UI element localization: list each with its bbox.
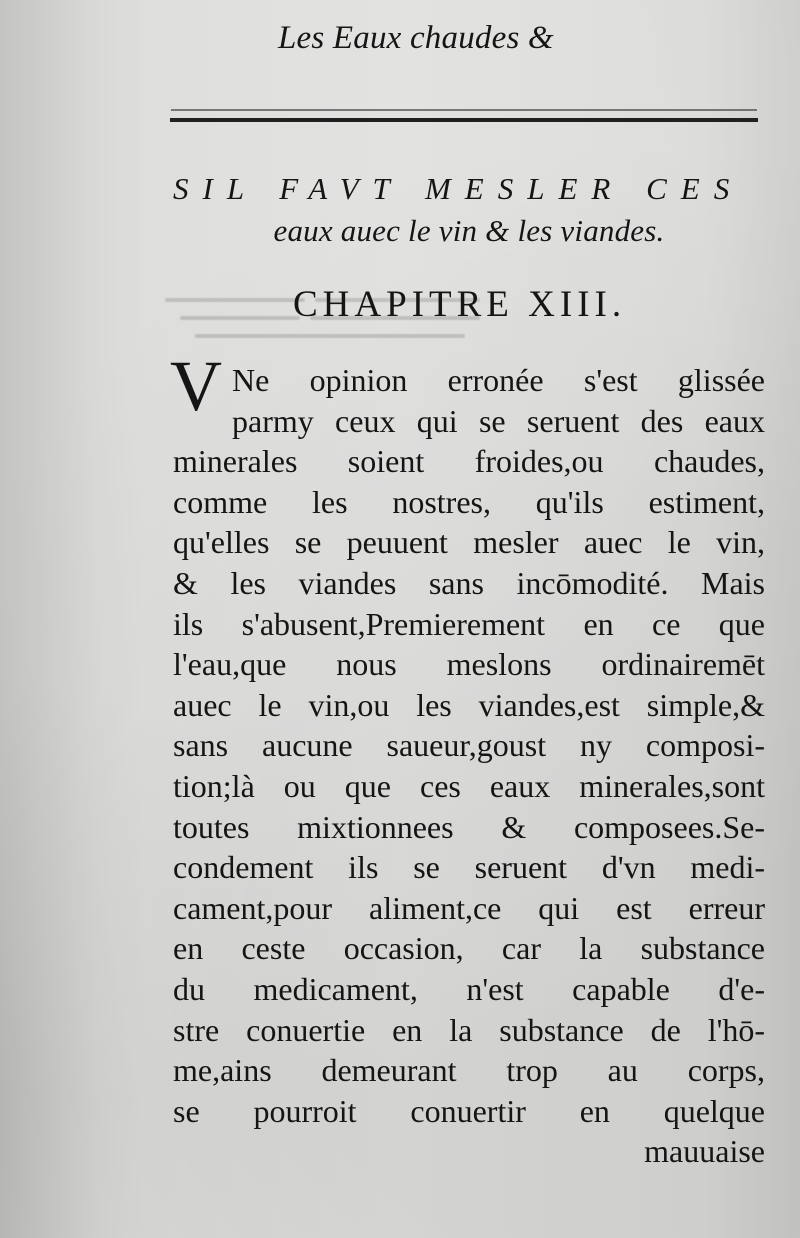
text-line: toutes mixtionnees & composees.Se-: [173, 808, 765, 845]
text-line: ils s'abusent,Premierement en ce que: [173, 605, 765, 642]
text-line: en ceste occasion, car la substance: [173, 930, 765, 967]
text-line: qu'elles se peuuent mesler auec le vin,: [173, 524, 765, 561]
body-text: [170, 346, 765, 1172]
text-line: stre conuertie en la substance de l'hō-: [173, 1011, 765, 1048]
chapter-title-line-2: eaux auec le vin & les viandes.: [273, 213, 665, 248]
text-line: l'eau,que nous meslons ordinairemēt: [173, 646, 765, 683]
drop-cap: V: [170, 346, 222, 426]
text-line: & les viandes sans incōmodité. Mais: [173, 564, 765, 601]
running-head: Les Eaux chaudes &: [278, 20, 554, 56]
text-line: auec le vin,ou les viandes,est simple,&: [173, 686, 765, 723]
text-line: tion;là ou que ces eaux minerales,sont: [173, 767, 765, 804]
chapter-title-line-1: SIL FAVT MESLER CES: [173, 171, 744, 206]
header-rule: [170, 118, 758, 122]
text-line: minerales soient froides,ou chaudes,: [173, 443, 765, 480]
chapter-number: CHAPITRE XIII.: [293, 284, 627, 325]
catchword: mauuaise: [644, 1133, 765, 1170]
text-line: du medicament, n'est capable d'e-: [173, 970, 765, 1007]
text-line: condement ils se seruent d'vn medi-: [173, 849, 765, 886]
text-line: cament,pour aliment,ce qui est erreur: [173, 889, 765, 926]
text-line: comme les nostres, qu'ils estiment,: [173, 483, 765, 520]
chapter-heading: [173, 168, 765, 252]
text-line: me,ains demeurant trop au corps,: [173, 1052, 765, 1089]
text-line: parmy ceux qui se seruent des eaux: [232, 402, 765, 439]
text-line: se pourroit conuertir en quelque: [173, 1092, 765, 1129]
text-line: Ne opinion erronée s'est glissée: [232, 362, 765, 398]
text-line: sans aucune saueur,goust ny composi-: [173, 727, 765, 764]
